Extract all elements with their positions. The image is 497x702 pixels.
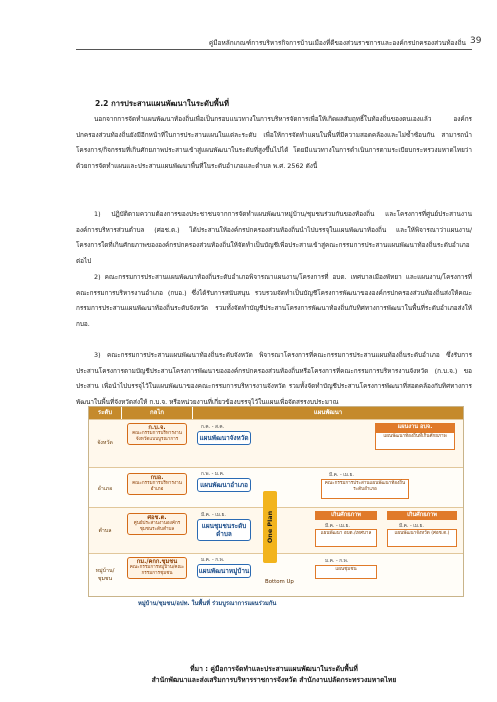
level-village: หมู่บ้าน/ชุมชน bbox=[95, 568, 115, 582]
level-district: อำเภอ bbox=[97, 486, 113, 492]
village-desc: แผนชุมชน bbox=[315, 565, 377, 579]
paragraph-intro: นอกจากการจัดทำแผนพัฒนาท้องถิ่นเพื่อเป็นกรอบแนวทางในการบริหารจัดการเพื่อให้เกิดผลสัมฤทธิ์ในท้องถิ่นของตนเองแล้ว องค์กรปกครองส่วนท้องถิ่นยังมีอีกหน้าที่ในการประสานแผนในแต่ละระดับ เพื่อให้การจัดทำแผนในพื้นที่มีความสอดคล้องและไม่ซ้ำซ้อนกัน สามารถนำโครงการ/กิจกรรมที่เกินศักยภาพประสานเข้าสู่แผนพัฒนาในระดับที่สูงขึ้นไปได้ โดยมีแนวทางในการดำเนินการตามระเบียบกระทรวงมหาดไทยว่าด้วยการจัดทำแผนและประสานแผนพัฒนาพื้นที่ในระดับอำเภอและตำบล พ.ศ. 2562 ดังนี้ bbox=[76, 115, 472, 170]
tambon-years-2: มี.ค. - เม.ย. bbox=[399, 524, 424, 529]
paragraph-item-3: 3) คณะกรรมการประสานแผนพัฒนาท้องถิ่นระดับจังหวัด พิจารณาโครงการที่คณะกรรมการประสานแผนท้องถิ่นระดับอำเภอ ซึ่งรับการประสานโครงการตามบัญชีประสานโครงการพัฒนาขององค์กรปกครองส่วนท้องถิ่นหรือโครงการที่คณะกรรมการบริหารงานจังหวัด (ก.บ.จ.) ขอประสาน เพื่อนำไปบรรจุไว้ในแผนพัฒนาของคณะกรรมการบริหารงานจังหวัด รวมทั้งจัดทำบัญชีประสานโครงการพัฒนาที่สอดคล้องกับทิศทางการพัฒนาในพื้นที่จังหวัดส่งให้ ก.บ.จ. หรือหน่วยงานที่เกี่ยวข้องบรรจุไว้ในแผนเพื่อจัดสรรงบประมาณ bbox=[76, 351, 472, 406]
mechanism-subdistrict-title: ศอช.ต. bbox=[147, 515, 167, 521]
header-divider bbox=[76, 49, 472, 50]
years-province: ก.ค. - ส.ค. bbox=[201, 425, 225, 430]
figure-caption bbox=[76, 664, 472, 686]
mechanism-province-title: ก.บ.จ. bbox=[148, 425, 166, 431]
amphoe-desc: คณะกรรมการประสานแผนพัฒนาท้องถิ่นระดับอำเภอ bbox=[321, 479, 409, 499]
amphoe-years: มี.ค. - เม.ย. bbox=[329, 473, 354, 478]
mechanism-village bbox=[127, 557, 187, 579]
caption-source: ที่มา : คู่มือการจัดทำและประสานแผนพัฒนาในระดับพื้นที่ bbox=[190, 665, 358, 673]
mechanism-subdistrict-desc: ศูนย์ประสานงานองค์กรชุมชนระดับตำบล bbox=[133, 521, 181, 532]
paragraph-item-1: 1) ปฏิบัติตามความต้องการของประชาชนจากการจัดทำแผนพัฒนาหมู่บ้าน/ชุมชนร่วมกันของท้องถิ่น และโครงการที่ศูนย์ประสานงานองค์การบริหารส่วนตำบล (ศอช.ต.) ได้ประสานให้องค์กรปกครองส่วนท้องถิ่นนำไปบรรจุในแผนพัฒนาท้องถิ่น และให้พิจารณาว่าแผนงาน/โครงการใดที่เกินศักยภาพขององค์กรปกครองส่วนท้องถิ่นให้จัดทำเป็นบัญชีเพื่อประสานเข้าสู่คณะกรรมการประสานแผนพัฒนาท้องถิ่นระดับอำเภอต่อไป bbox=[76, 210, 472, 265]
plan-subdistrict: แผนชุมชนระดับตำบล bbox=[197, 519, 251, 541]
plan-province: แผนพัฒนาจังหวัด bbox=[197, 431, 251, 445]
tambon-years-1: มี.ค. - เม.ย. bbox=[325, 524, 350, 529]
diagram-footer-note: หมู่บ้าน/ชุมชน/อปท. ในพื้นที่ ร่วมบูรณาการแผนร่วมกัน bbox=[138, 601, 277, 607]
paragraph-item-2: 2) คณะกรรมการประสานแผนพัฒนาท้องถิ่นระดับอำเภอพิจารณาแผนงาน/โครงการที่ อบต. เทศบาลเมืองพัทยา และแผนงาน/โครงการที่คณะกรรมการบริหารงานอำเภอ (กบอ.) ซึ่งได้รับการสนับสนุน รวบรวมจัดทำเป็นบัญชีโครงการพัฒนาขององค์กรปกครองส่วนท้องถิ่นส่งให้คณะกรรมการประสานแผนพัฒนาท้องถิ่นระดับจังหวัด รวมทั้งจัดทำบัญชีประสานโครงการพัฒนาท้องถิ่นกับทิศทางการพัฒนาในพื้นที่ระดับอำเภอส่งให้ กบอ. bbox=[76, 273, 472, 328]
over-capacity-2: เกินศักยภาพ bbox=[387, 511, 457, 520]
plan-integration-diagram bbox=[88, 406, 464, 597]
years-subdistrict: มี.ค. - เม.ย. bbox=[201, 513, 226, 518]
one-plan-bar bbox=[263, 491, 277, 563]
diagram-header-mechanism: กลไก bbox=[122, 407, 192, 419]
level-province: จังหวัด bbox=[97, 440, 113, 446]
mechanism-district-title: กบอ. bbox=[150, 475, 164, 481]
years-village: ม.ค. - ก.พ. bbox=[201, 558, 225, 563]
local-plan-head: แผนงาน อบจ. bbox=[375, 423, 455, 432]
village-years: ม.ค. - ก.พ. bbox=[325, 559, 349, 564]
mechanism-village-desc: คณะกรรมการหมู่บ้าน/คณะกรรมการชุมชน bbox=[129, 565, 185, 576]
mechanism-subdistrict bbox=[127, 513, 187, 535]
header-title: คู่มือหลักเกณฑ์การบริหารกิจการบ้านเมืองที่ดีของส่วนราชการและองค์กรปกครองส่วนท้องถิ่น bbox=[208, 39, 466, 47]
diagram-header-level: ระดับ bbox=[89, 407, 121, 419]
mechanism-district-desc: คณะกรรมการบริหารงานอำเภอ bbox=[132, 481, 182, 492]
caption-organization: สำนักพัฒนาและส่งเสริมการบริหารราชการจังหวัด สำนักงานปลัดกระทรวงมหาดไทย bbox=[151, 676, 397, 684]
mechanism-district bbox=[127, 473, 187, 495]
years-district: ก.พ. - ม.ค. bbox=[201, 472, 225, 477]
local-plan-desc: แผนพัฒนาท้องถิ่นที่เกินศักยภาพ bbox=[375, 432, 455, 450]
level-subdistrict: ตำบล bbox=[98, 528, 112, 534]
plan-district: แผนพัฒนาอำเภอ bbox=[197, 478, 251, 492]
one-plan-label: One Plan bbox=[266, 510, 274, 544]
plan-village: แผนพัฒนาหมู่บ้าน bbox=[197, 564, 251, 578]
mechanism-province bbox=[127, 423, 187, 445]
page-number: 39 bbox=[470, 36, 482, 46]
tambon-desc-2: แผนพัฒนาจังหวัด (ศอช.ต.) bbox=[387, 529, 457, 547]
diagram-header-plan: แผนพัฒนา bbox=[193, 407, 463, 419]
over-capacity-1: เกินศักยภาพ bbox=[315, 511, 377, 520]
mechanism-province-desc: คณะกรรมการบริหารงานจังหวัดแบบบูรณาการ bbox=[132, 431, 182, 442]
bottom-up-label: Bottom Up bbox=[265, 579, 294, 585]
tambon-desc-1: แผนพัฒนา อบต./เทศบาล bbox=[315, 529, 377, 547]
mechanism-village-title: กม./คกก.ชุมชน bbox=[136, 559, 178, 565]
section-title: 2.2 การประสานแผนพัฒนาในระดับพื้นที่ bbox=[95, 99, 229, 108]
